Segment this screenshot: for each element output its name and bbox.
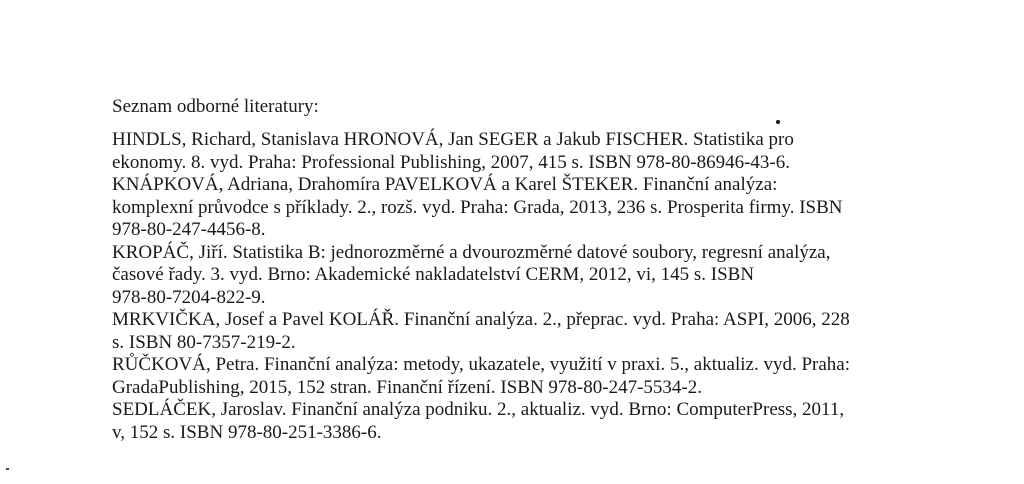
reference-line: 978-80-7204-822-9.: [112, 286, 266, 308]
reference-line: HINDLS, Richard, Stanislava HRONOVÁ, Jan SEGER a Jakub FISCHER. Statistika pro: [112, 129, 794, 150]
reference-line: KNÁPKOVÁ, Adriana, Drahomíra PAVELKOVÁ a Karel ŠTEKER. Finanční analýza:: [112, 174, 778, 195]
reference-line: časové řady. 3. vyd. Brno: Akademické nakladatelství CERM, 2012, vi, 145 s. ISBN: [112, 264, 755, 285]
reference-line: 978-80-247-4456-8.: [112, 219, 266, 240]
reference-line: komplexní průvodce s příklady. 2., rozš. vyd. Praha: Grada, 2013, 236 s. Prosperita firmy. ISBN: [112, 196, 843, 218]
scan-speck-mark: [6, 468, 9, 470]
bibliography-heading: Seznam odborné literatury:: [112, 96, 319, 117]
reference-item-sedlacek: [112, 399, 912, 444]
stray-dot-mark: [776, 120, 780, 124]
reference-list: [112, 129, 912, 444]
reference-line: RŮČKOVÁ, Petra. Finanční analýza: metody, ukazatele, využití v praxi. 5., aktualiz. vyd. Praha:: [112, 354, 850, 375]
reference-line: KROPÁČ, Jiří. Statistika B: jednorozměrné a dvourozměrné datové soubory, regresní analýza,: [112, 241, 831, 263]
reference-line: ekonomy. 8. vyd. Praha: Professional Publishing, 2007, 415 s. ISBN 978-80-86946-43-6.: [112, 151, 790, 173]
reference-line: SEDLÁČEK, Jaroslav. Finanční analýza podniku. 2., aktualiz. vyd. Brno: ComputerPress, 2011,: [112, 399, 845, 420]
reference-item-ruckova: [112, 354, 912, 399]
reference-item-knapkova: [112, 174, 912, 242]
reference-item-kropac: [112, 242, 912, 310]
reference-item-mrkvicka: [112, 309, 912, 354]
reference-line: GradaPublishing, 2015, 152 stran. Finanční řízení. ISBN 978-80-247-5534-2.: [112, 376, 702, 398]
reference-line: s. ISBN 80-7357-219-2.: [112, 331, 296, 353]
reference-item-hindls: [112, 129, 912, 174]
reference-line: v, 152 s. ISBN 978-80-251-3386-6.: [112, 421, 382, 443]
reference-line: MRKVIČKA, Josef a Pavel KOLÁŘ. Finanční analýza. 2., přeprac. vyd. Praha: ASPI, 2006, 228: [112, 309, 850, 330]
